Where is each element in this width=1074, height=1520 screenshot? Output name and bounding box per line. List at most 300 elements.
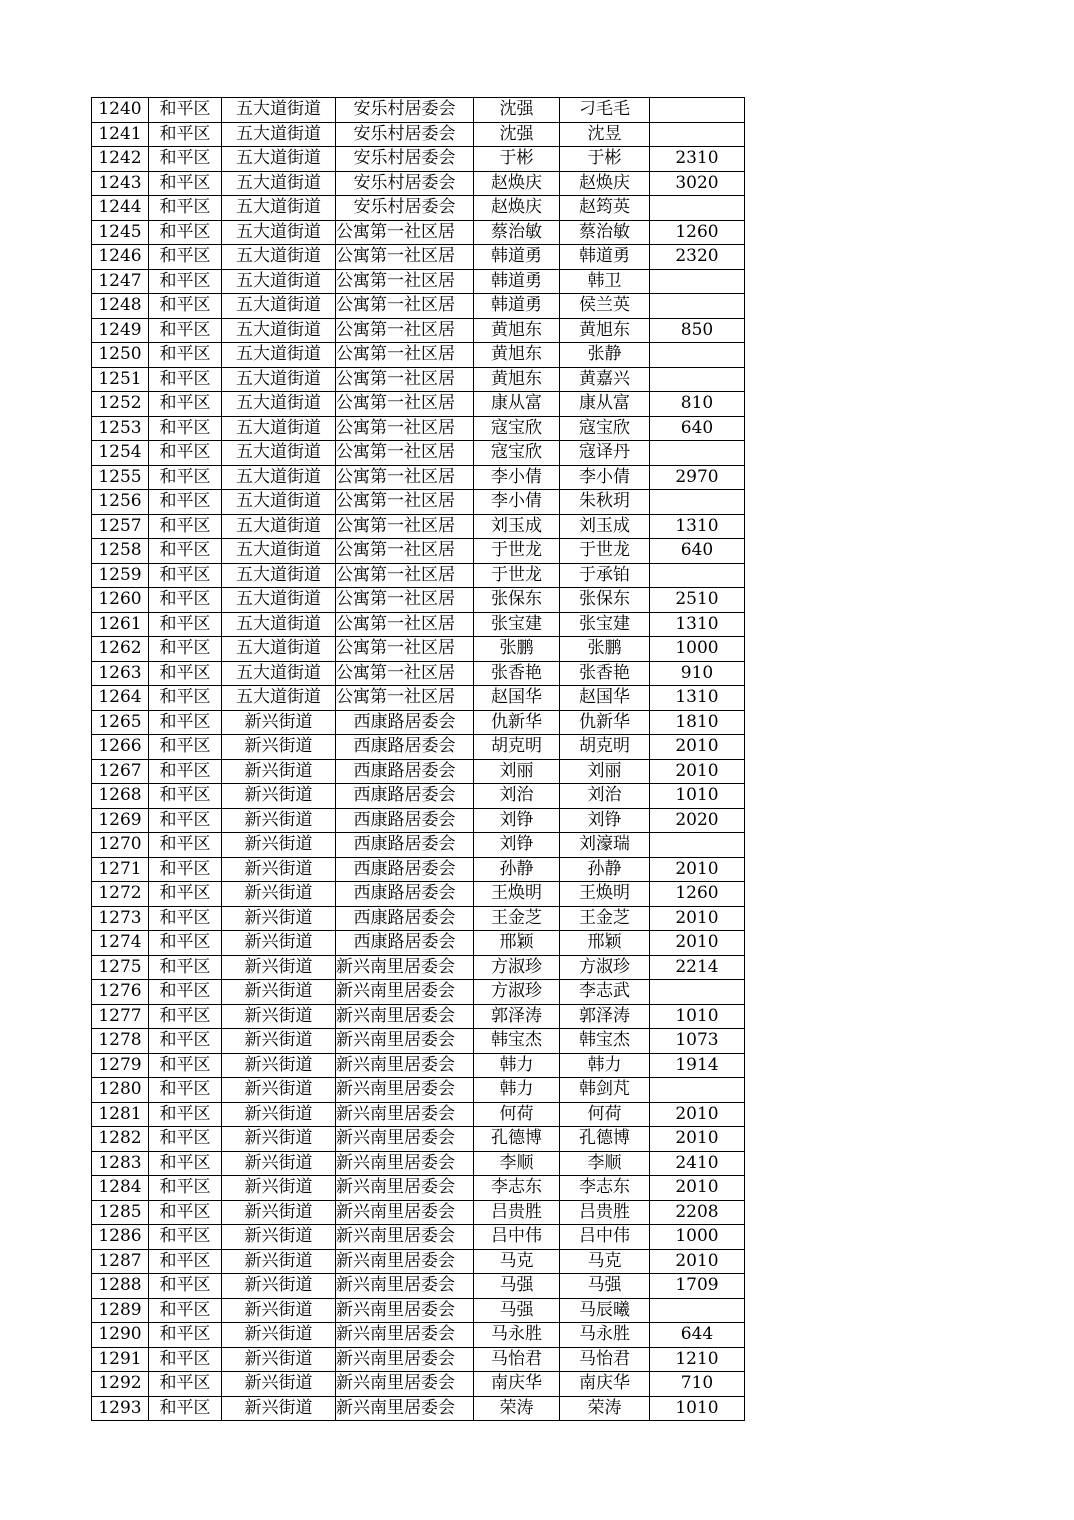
- district-cell: 和平区: [149, 833, 222, 858]
- table-row: [92, 294, 745, 319]
- committee-cell: 西康路居委会: [336, 882, 474, 907]
- committee-cell: 新兴南里居委会: [336, 1029, 474, 1054]
- household-head-cell: 韩道勇: [474, 245, 560, 270]
- committee-cell: 新兴南里居委会: [336, 1200, 474, 1225]
- district-cell: 和平区: [149, 857, 222, 882]
- committee-cell: 公寓第一社区居: [336, 245, 474, 270]
- member-name-cell: 寇译丹: [560, 441, 650, 466]
- committee-cell: 新兴南里居委会: [336, 1347, 474, 1372]
- household-head-cell: 吕中伟: [474, 1225, 560, 1250]
- member-name-cell: 沈昱: [560, 122, 650, 147]
- household-head-cell: 韩宝杰: [474, 1029, 560, 1054]
- district-cell: 和平区: [149, 637, 222, 662]
- row-number-cell: 1293: [92, 1396, 149, 1421]
- committee-cell: 公寓第一社区居: [336, 588, 474, 613]
- row-number-cell: 1248: [92, 294, 149, 319]
- table-row: [92, 1102, 745, 1127]
- member-name-cell: 侯兰英: [560, 294, 650, 319]
- member-name-cell: 于世龙: [560, 539, 650, 564]
- committee-cell: 西康路居委会: [336, 857, 474, 882]
- amount-cell: [650, 367, 745, 392]
- district-cell: 和平区: [149, 220, 222, 245]
- committee-cell: 新兴南里居委会: [336, 1151, 474, 1176]
- committee-cell: 公寓第一社区居: [336, 343, 474, 368]
- district-cell: 和平区: [149, 661, 222, 686]
- member-name-cell: 黄嘉兴: [560, 367, 650, 392]
- table-row: [92, 367, 745, 392]
- district-cell: 和平区: [149, 294, 222, 319]
- member-name-cell: 刘铮: [560, 808, 650, 833]
- row-number-cell: 1291: [92, 1347, 149, 1372]
- household-head-cell: 赵焕庆: [474, 171, 560, 196]
- district-cell: 和平区: [149, 171, 222, 196]
- row-number-cell: 1283: [92, 1151, 149, 1176]
- table-row: [92, 955, 745, 980]
- member-name-cell: 马辰曦: [560, 1298, 650, 1323]
- district-cell: 和平区: [149, 1053, 222, 1078]
- member-name-cell: 韩卫: [560, 269, 650, 294]
- member-name-cell: 刘玉成: [560, 514, 650, 539]
- street-cell: 新兴街道: [222, 1200, 336, 1225]
- row-number-cell: 1243: [92, 171, 149, 196]
- amount-cell: 810: [650, 392, 745, 417]
- street-cell: 新兴街道: [222, 1274, 336, 1299]
- member-name-cell: 仇新华: [560, 710, 650, 735]
- table-row: [92, 1372, 745, 1397]
- district-cell: 和平区: [149, 539, 222, 564]
- street-cell: 新兴街道: [222, 808, 336, 833]
- amount-cell: 2214: [650, 955, 745, 980]
- member-name-cell: 韩道勇: [560, 245, 650, 270]
- committee-cell: 安乐村居委会: [336, 171, 474, 196]
- row-number-cell: 1255: [92, 465, 149, 490]
- member-name-cell: 马克: [560, 1249, 650, 1274]
- committee-cell: 西康路居委会: [336, 808, 474, 833]
- committee-cell: 公寓第一社区居: [336, 392, 474, 417]
- household-head-cell: 张香艳: [474, 661, 560, 686]
- committee-cell: 新兴南里居委会: [336, 1372, 474, 1397]
- member-name-cell: 张鹏: [560, 637, 650, 662]
- district-cell: 和平区: [149, 1151, 222, 1176]
- district-cell: 和平区: [149, 1372, 222, 1397]
- amount-cell: 2208: [650, 1200, 745, 1225]
- table-row: [92, 539, 745, 564]
- street-cell: 新兴街道: [222, 759, 336, 784]
- row-number-cell: 1242: [92, 147, 149, 172]
- table-row: [92, 1274, 745, 1299]
- member-name-cell: 李志武: [560, 980, 650, 1005]
- amount-cell: [650, 269, 745, 294]
- table-row: [92, 833, 745, 858]
- household-head-cell: 马强: [474, 1298, 560, 1323]
- member-name-cell: 刘濠瑞: [560, 833, 650, 858]
- row-number-cell: 1266: [92, 735, 149, 760]
- amount-cell: 1010: [650, 784, 745, 809]
- member-name-cell: 蔡治敏: [560, 220, 650, 245]
- street-cell: 新兴街道: [222, 1323, 336, 1348]
- street-cell: 新兴街道: [222, 1176, 336, 1201]
- member-name-cell: 刘治: [560, 784, 650, 809]
- member-name-cell: 赵焕庆: [560, 171, 650, 196]
- district-cell: 和平区: [149, 735, 222, 760]
- member-name-cell: 吕贵胜: [560, 1200, 650, 1225]
- household-head-cell: 郭泽涛: [474, 1004, 560, 1029]
- amount-cell: 1310: [650, 514, 745, 539]
- table-row: [92, 171, 745, 196]
- amount-cell: 2010: [650, 1176, 745, 1201]
- district-cell: 和平区: [149, 882, 222, 907]
- table-row: [92, 416, 745, 441]
- household-head-cell: 蔡治敏: [474, 220, 560, 245]
- street-cell: 五大道街道: [222, 563, 336, 588]
- amount-cell: 2970: [650, 465, 745, 490]
- district-cell: 和平区: [149, 1029, 222, 1054]
- committee-cell: 新兴南里居委会: [336, 1102, 474, 1127]
- table-row: [92, 710, 745, 735]
- committee-cell: 安乐村居委会: [336, 98, 474, 123]
- district-cell: 和平区: [149, 1004, 222, 1029]
- street-cell: 新兴街道: [222, 1053, 336, 1078]
- household-head-cell: 邢颖: [474, 931, 560, 956]
- row-number-cell: 1254: [92, 441, 149, 466]
- row-number-cell: 1275: [92, 955, 149, 980]
- table-row: [92, 122, 745, 147]
- district-cell: 和平区: [149, 563, 222, 588]
- table-row: [92, 1053, 745, 1078]
- table-row: [92, 245, 745, 270]
- committee-cell: 西康路居委会: [336, 784, 474, 809]
- committee-cell: 公寓第一社区居: [336, 220, 474, 245]
- amount-cell: 2010: [650, 735, 745, 760]
- district-cell: 和平区: [149, 1396, 222, 1421]
- household-head-cell: 于世龙: [474, 563, 560, 588]
- member-name-cell: 胡克明: [560, 735, 650, 760]
- district-cell: 和平区: [149, 122, 222, 147]
- street-cell: 新兴街道: [222, 1225, 336, 1250]
- row-number-cell: 1269: [92, 808, 149, 833]
- committee-cell: 公寓第一社区居: [336, 661, 474, 686]
- street-cell: 五大道街道: [222, 612, 336, 637]
- district-cell: 和平区: [149, 955, 222, 980]
- table-row: [92, 1078, 745, 1103]
- table-row: [92, 882, 745, 907]
- row-number-cell: 1267: [92, 759, 149, 784]
- row-number-cell: 1276: [92, 980, 149, 1005]
- member-name-cell: 马怡君: [560, 1347, 650, 1372]
- committee-cell: 西康路居委会: [336, 759, 474, 784]
- street-cell: 新兴街道: [222, 1004, 336, 1029]
- member-name-cell: 李顺: [560, 1151, 650, 1176]
- table-row: [92, 1225, 745, 1250]
- street-cell: 新兴街道: [222, 710, 336, 735]
- amount-cell: [650, 980, 745, 1005]
- district-cell: 和平区: [149, 906, 222, 931]
- street-cell: 五大道街道: [222, 588, 336, 613]
- committee-cell: 新兴南里居委会: [336, 980, 474, 1005]
- street-cell: 新兴街道: [222, 906, 336, 931]
- table-row: [92, 1004, 745, 1029]
- amount-cell: [650, 343, 745, 368]
- member-name-cell: 寇宝欣: [560, 416, 650, 441]
- amount-cell: 1210: [650, 1347, 745, 1372]
- amount-cell: 2510: [650, 588, 745, 613]
- table-row: [92, 1396, 745, 1421]
- row-number-cell: 1245: [92, 220, 149, 245]
- household-head-cell: 方淑珍: [474, 980, 560, 1005]
- household-head-cell: 胡克明: [474, 735, 560, 760]
- table-row: [92, 980, 745, 1005]
- member-name-cell: 赵筠英: [560, 196, 650, 221]
- committee-cell: 公寓第一社区居: [336, 514, 474, 539]
- household-head-cell: 孔德博: [474, 1127, 560, 1152]
- member-name-cell: 韩力: [560, 1053, 650, 1078]
- household-head-cell: 吕贵胜: [474, 1200, 560, 1225]
- row-number-cell: 1286: [92, 1225, 149, 1250]
- district-cell: 和平区: [149, 416, 222, 441]
- committee-cell: 西康路居委会: [336, 906, 474, 931]
- table-row: [92, 147, 745, 172]
- row-number-cell: 1263: [92, 661, 149, 686]
- district-cell: 和平区: [149, 1200, 222, 1225]
- street-cell: 五大道街道: [222, 269, 336, 294]
- table-row: [92, 441, 745, 466]
- row-number-cell: 1271: [92, 857, 149, 882]
- district-cell: 和平区: [149, 98, 222, 123]
- district-cell: 和平区: [149, 147, 222, 172]
- member-name-cell: 赵国华: [560, 686, 650, 711]
- street-cell: 新兴街道: [222, 1298, 336, 1323]
- table-row: [92, 1347, 745, 1372]
- row-number-cell: 1268: [92, 784, 149, 809]
- amount-cell: [650, 563, 745, 588]
- table-row: [92, 196, 745, 221]
- street-cell: 新兴街道: [222, 955, 336, 980]
- street-cell: 五大道街道: [222, 245, 336, 270]
- row-number-cell: 1251: [92, 367, 149, 392]
- household-head-cell: 黄旭东: [474, 367, 560, 392]
- member-name-cell: 韩宝杰: [560, 1029, 650, 1054]
- district-cell: 和平区: [149, 318, 222, 343]
- committee-cell: 新兴南里居委会: [336, 1078, 474, 1103]
- amount-cell: 2010: [650, 857, 745, 882]
- committee-cell: 新兴南里居委会: [336, 1274, 474, 1299]
- committee-cell: 新兴南里居委会: [336, 1298, 474, 1323]
- amount-cell: 2010: [650, 1102, 745, 1127]
- member-name-cell: 于彬: [560, 147, 650, 172]
- table-row: [92, 906, 745, 931]
- member-name-cell: 王焕明: [560, 882, 650, 907]
- row-number-cell: 1287: [92, 1249, 149, 1274]
- street-cell: 新兴街道: [222, 1127, 336, 1152]
- district-cell: 和平区: [149, 490, 222, 515]
- table-row: [92, 1151, 745, 1176]
- amount-cell: 1010: [650, 1004, 745, 1029]
- household-head-cell: 黄旭东: [474, 343, 560, 368]
- member-name-cell: 郭泽涛: [560, 1004, 650, 1029]
- amount-cell: 2010: [650, 759, 745, 784]
- row-number-cell: 1244: [92, 196, 149, 221]
- amount-cell: 644: [650, 1323, 745, 1348]
- table-row: [92, 318, 745, 343]
- household-head-cell: 马强: [474, 1274, 560, 1299]
- district-cell: 和平区: [149, 343, 222, 368]
- household-head-cell: 马永胜: [474, 1323, 560, 1348]
- member-name-cell: 张宝建: [560, 612, 650, 637]
- amount-cell: 1310: [650, 686, 745, 711]
- amount-cell: 1000: [650, 637, 745, 662]
- row-number-cell: 1282: [92, 1127, 149, 1152]
- committee-cell: 公寓第一社区居: [336, 269, 474, 294]
- committee-cell: 安乐村居委会: [336, 122, 474, 147]
- amount-cell: 2410: [650, 1151, 745, 1176]
- street-cell: 五大道街道: [222, 220, 336, 245]
- household-head-cell: 张保东: [474, 588, 560, 613]
- row-number-cell: 1252: [92, 392, 149, 417]
- street-cell: 五大道街道: [222, 661, 336, 686]
- member-name-cell: 朱秋玥: [560, 490, 650, 515]
- table-row: [92, 563, 745, 588]
- street-cell: 新兴街道: [222, 1078, 336, 1103]
- district-cell: 和平区: [149, 367, 222, 392]
- member-name-cell: 邢颖: [560, 931, 650, 956]
- member-name-cell: 刁毛毛: [560, 98, 650, 123]
- district-cell: 和平区: [149, 759, 222, 784]
- street-cell: 五大道街道: [222, 441, 336, 466]
- committee-cell: 公寓第一社区居: [336, 612, 474, 637]
- row-number-cell: 1257: [92, 514, 149, 539]
- amount-cell: 2010: [650, 931, 745, 956]
- amount-cell: 1000: [650, 1225, 745, 1250]
- household-head-cell: 寇宝欣: [474, 441, 560, 466]
- street-cell: 新兴街道: [222, 1102, 336, 1127]
- committee-cell: 西康路居委会: [336, 931, 474, 956]
- household-head-cell: 张鹏: [474, 637, 560, 662]
- amount-cell: 1310: [650, 612, 745, 637]
- district-cell: 和平区: [149, 1225, 222, 1250]
- member-name-cell: 张香艳: [560, 661, 650, 686]
- committee-cell: 公寓第一社区居: [336, 441, 474, 466]
- table-row: [92, 686, 745, 711]
- household-head-cell: 康从富: [474, 392, 560, 417]
- table-row: [92, 1200, 745, 1225]
- amount-cell: 850: [650, 318, 745, 343]
- district-cell: 和平区: [149, 784, 222, 809]
- table-row: [92, 465, 745, 490]
- district-cell: 和平区: [149, 514, 222, 539]
- household-head-cell: 韩力: [474, 1053, 560, 1078]
- committee-cell: 公寓第一社区居: [336, 539, 474, 564]
- household-head-cell: 马怡君: [474, 1347, 560, 1372]
- amount-cell: 3020: [650, 171, 745, 196]
- committee-cell: 公寓第一社区居: [336, 318, 474, 343]
- row-number-cell: 1258: [92, 539, 149, 564]
- row-number-cell: 1277: [92, 1004, 149, 1029]
- district-cell: 和平区: [149, 1249, 222, 1274]
- street-cell: 新兴街道: [222, 1372, 336, 1397]
- amount-cell: 1260: [650, 220, 745, 245]
- household-head-cell: 孙静: [474, 857, 560, 882]
- row-number-cell: 1265: [92, 710, 149, 735]
- street-cell: 新兴街道: [222, 1029, 336, 1054]
- street-cell: 五大道街道: [222, 318, 336, 343]
- data-table: [91, 97, 745, 1421]
- row-number-cell: 1250: [92, 343, 149, 368]
- table-row: [92, 1176, 745, 1201]
- household-head-cell: 马克: [474, 1249, 560, 1274]
- amount-cell: 1709: [650, 1274, 745, 1299]
- row-number-cell: 1285: [92, 1200, 149, 1225]
- table-row: [92, 220, 745, 245]
- district-cell: 和平区: [149, 1274, 222, 1299]
- committee-cell: 公寓第一社区居: [336, 686, 474, 711]
- row-number-cell: 1284: [92, 1176, 149, 1201]
- household-head-cell: 刘铮: [474, 833, 560, 858]
- table-row: [92, 784, 745, 809]
- committee-cell: 西康路居委会: [336, 710, 474, 735]
- committee-cell: 新兴南里居委会: [336, 1176, 474, 1201]
- amount-cell: 2010: [650, 906, 745, 931]
- committee-cell: 安乐村居委会: [336, 147, 474, 172]
- household-head-cell: 李小倩: [474, 490, 560, 515]
- household-head-cell: 王焕明: [474, 882, 560, 907]
- household-head-cell: 韩道勇: [474, 269, 560, 294]
- row-number-cell: 1279: [92, 1053, 149, 1078]
- table-row: [92, 1249, 745, 1274]
- member-name-cell: 张保东: [560, 588, 650, 613]
- household-head-cell: 刘玉成: [474, 514, 560, 539]
- street-cell: 新兴街道: [222, 980, 336, 1005]
- district-cell: 和平区: [149, 1176, 222, 1201]
- household-head-cell: 王金芝: [474, 906, 560, 931]
- table-row: [92, 343, 745, 368]
- row-number-cell: 1259: [92, 563, 149, 588]
- committee-cell: 公寓第一社区居: [336, 416, 474, 441]
- street-cell: 新兴街道: [222, 1249, 336, 1274]
- member-name-cell: 马强: [560, 1274, 650, 1299]
- street-cell: 新兴街道: [222, 857, 336, 882]
- amount-cell: [650, 833, 745, 858]
- household-head-cell: 李顺: [474, 1151, 560, 1176]
- amount-cell: 2020: [650, 808, 745, 833]
- table-row: [92, 857, 745, 882]
- committee-cell: 新兴南里居委会: [336, 955, 474, 980]
- member-name-cell: 康从富: [560, 392, 650, 417]
- committee-cell: 新兴南里居委会: [336, 1127, 474, 1152]
- amount-cell: 910: [650, 661, 745, 686]
- household-head-cell: 沈强: [474, 98, 560, 123]
- district-cell: 和平区: [149, 1298, 222, 1323]
- member-name-cell: 王金芝: [560, 906, 650, 931]
- amount-cell: [650, 1298, 745, 1323]
- member-name-cell: 南庆华: [560, 1372, 650, 1397]
- household-head-cell: 于世龙: [474, 539, 560, 564]
- table-row: [92, 759, 745, 784]
- committee-cell: 新兴南里居委会: [336, 1396, 474, 1421]
- table-body: [92, 98, 745, 1421]
- table-row: [92, 661, 745, 686]
- row-number-cell: 1274: [92, 931, 149, 956]
- household-head-cell: 沈强: [474, 122, 560, 147]
- row-number-cell: 1290: [92, 1323, 149, 1348]
- street-cell: 五大道街道: [222, 514, 336, 539]
- committee-cell: 公寓第一社区居: [336, 465, 474, 490]
- amount-cell: 1073: [650, 1029, 745, 1054]
- household-head-cell: 刘丽: [474, 759, 560, 784]
- district-cell: 和平区: [149, 392, 222, 417]
- table-row: [92, 514, 745, 539]
- member-name-cell: 孙静: [560, 857, 650, 882]
- committee-cell: 公寓第一社区居: [336, 563, 474, 588]
